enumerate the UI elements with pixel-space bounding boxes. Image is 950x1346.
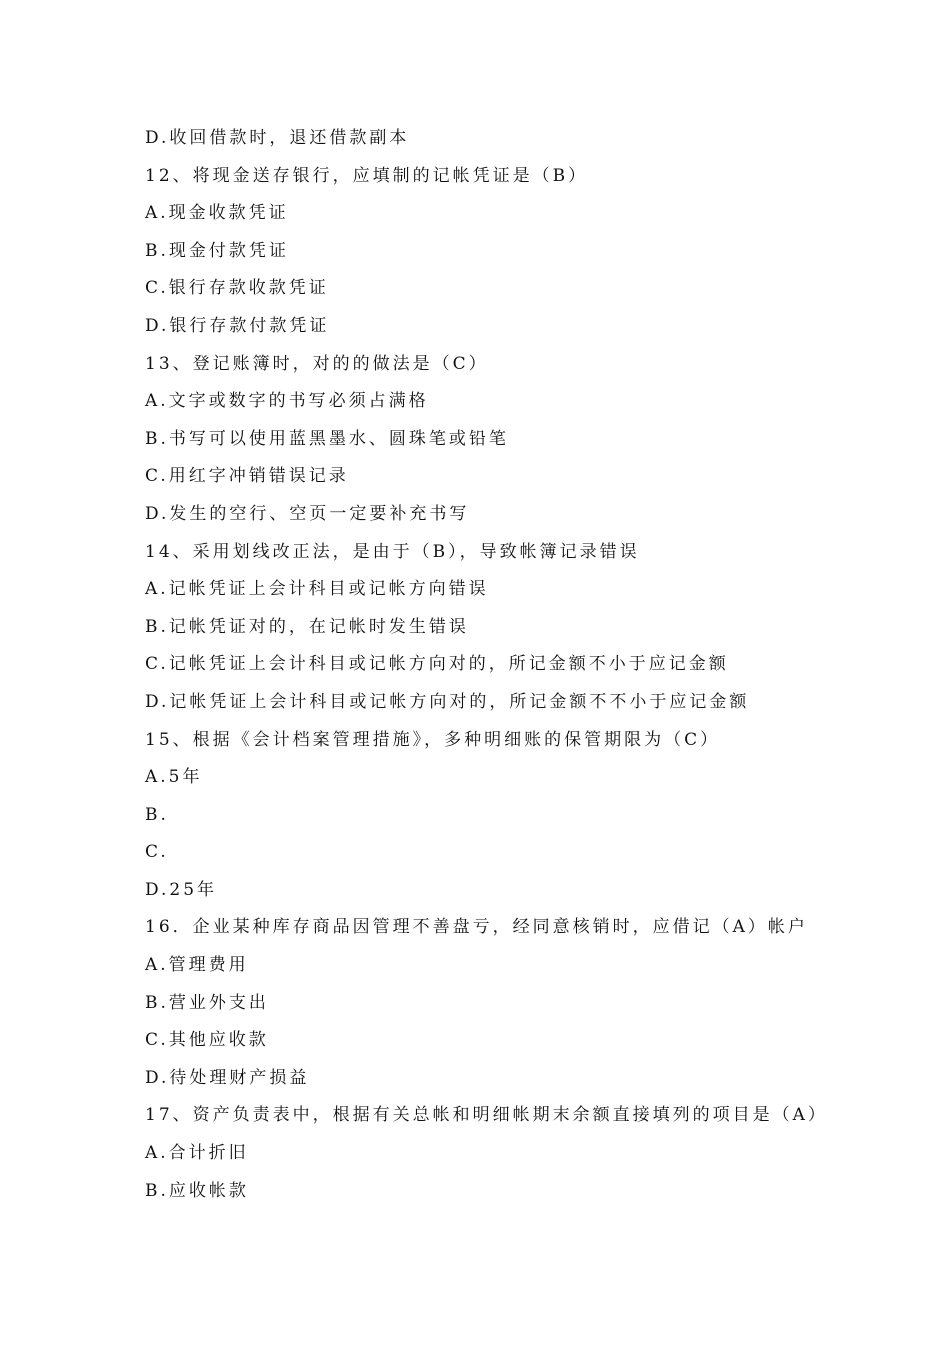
option-line: B.应收帐款 (145, 1180, 249, 1201)
option-line: A.记帐凭证上会计科目或记帐方向错误 (145, 579, 489, 600)
question-line: 12、将现金送存银行，应填制的记帐凭证是（B） (145, 165, 589, 186)
document-body (145, 120, 905, 1210)
question-line: 16．企业某种库存商品因管理不善盘亏，经同意核销时，应借记（A）帐户 (145, 917, 808, 938)
option-line: A.文字或数字的书写必须占满格 (145, 391, 429, 412)
question-line: 13、登记账簿时，对的的做法是（C） (145, 353, 489, 374)
option-line: B. (145, 804, 169, 825)
option-line: D.待处理财产损益 (145, 1067, 310, 1088)
option-line: C.银行存款收款凭证 (145, 278, 329, 299)
question-line: 14、采用划线改正法，是由于（B），导致帐簿记录错误 (145, 541, 640, 562)
question-line: 17、资产负责表中，根据有关总帐和明细帐期末余额直接填列的项目是（A） (145, 1105, 828, 1126)
option-line: D.发生的空行、空页一定要补充书写 (145, 503, 470, 524)
option-line: D.收回借款时，退还借款副本 (145, 128, 410, 148)
option-line: B.营业外支出 (145, 992, 269, 1013)
option-line: A.合计折旧 (145, 1143, 249, 1164)
option-line: D.银行存款付款凭证 (145, 315, 330, 336)
option-line: D.记帐凭证上会计科目或记帐方向对的，所记金额不不小于应记金额 (145, 691, 750, 712)
option-line: C.其他应收款 (145, 1030, 269, 1051)
question-line: 15、根据《会计档案管理措施》，多种明细账的保管期限为（C） (145, 729, 721, 750)
option-line: A.现金收款凭证 (145, 203, 289, 224)
option-line: C. (145, 842, 169, 863)
option-line: A.5年 (145, 767, 203, 788)
option-line: B.书写可以使用蓝黑墨水、圆珠笔或铅笔 (145, 428, 509, 449)
option-line: B.现金付款凭证 (145, 240, 289, 261)
option-line: B.记帐凭证对的，在记帐时发生错误 (145, 616, 469, 637)
option-line: C.记帐凭证上会计科目或记帐方向对的，所记金额不小于应记金额 (145, 654, 729, 675)
option-line: C.用红字冲销错误记录 (145, 466, 349, 487)
option-line: D.25年 (145, 879, 218, 900)
option-line: A.管理费用 (145, 955, 249, 976)
